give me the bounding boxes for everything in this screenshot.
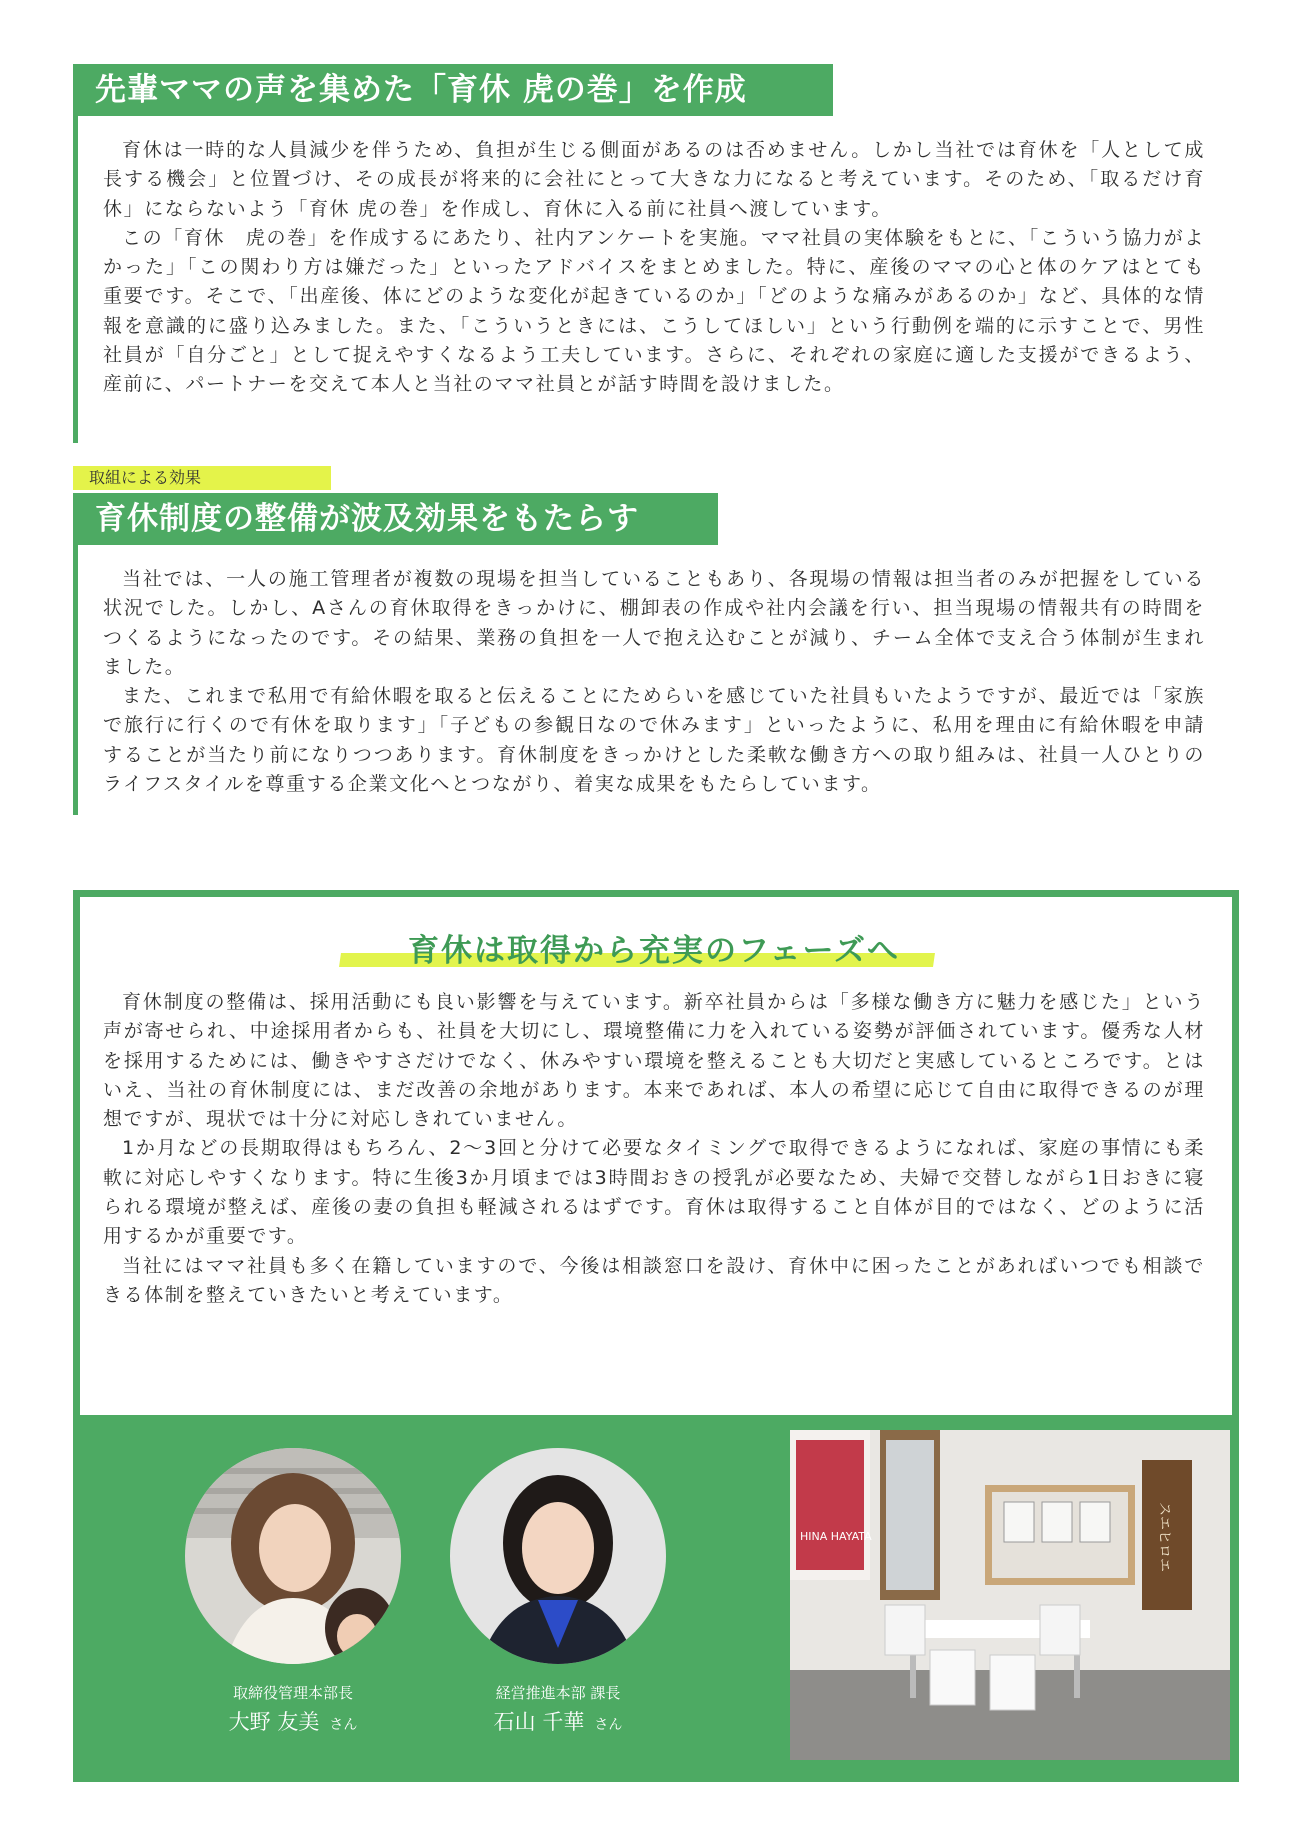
person1-role: 取締役管理本部長 — [232, 1684, 353, 1702]
poster-text: HINA HAYATA — [800, 1530, 872, 1543]
section3-paragraph-1: 育休制度の整備は、採用活動にも良い影響を与えています。新卒社員からは「多様な働き方に魅力を感じた」という声が寄せられ、中途採用者からも、社員を大切にし、環境整備に力を入れている姿勢が評価されています。優秀な人材を採用するためには、働きやすさだけでなく、休みやすい環境を整えることも大切だと実感しているところです。とはいえ、当社の育休制度には、まだ改善の余地があります。本来であれば、本人の希望に応じて自由に取得できるのが理想ですが、現状では十分に対応しきれていません。 — [103, 991, 1205, 1131]
person2-name: 石山 千華 — [493, 1710, 585, 1734]
section2-paragraph-1: 当社では、一人の施工管理者が複数の現場を担当していることもあり、各現場の情報は担当者のみが把握をしている状況でした。しかし、Aさんの育休取得をきっかけに、棚卸表の作成や社内会議を行い、担当現場の情報共有の時間をつくるようになったのです。その結果、業務の負担を一人で抱え込むことが減り、チーム全体で支え合う体制が生まれました。 — [103, 568, 1205, 678]
section1-paragraph-2: この「育休 虎の巻」を作成するにあたり、社内アンケートを実施。ママ社員の実体験をもとに、「こういう協力がよかった」「この関わり方は嫌だった」といったアドバイスをまとめました。特に、産後のママの心と体のケアはとても重要です。そこで、「出産後、体にどのような変化が起きているのか」「どのような痛みがあるのか」など、具体的な情報を意識的に盛り込みました。また、「こういうときには、こうしてほしい」という行動例を端的に示すことで、男性社員が「自分ごと」として捉えやすくなるよう工夫しています。さらに、それぞれの家庭に適した支援ができるよう、産前に、パートナーを交えて本人と当社のママ社員とが話す時間を設けました。 — [103, 226, 1205, 396]
section1-paragraph-1: 育休は一時的な人員減少を伴うため、負担が生じる側面があるのは否めません。しかし当社では育休を「人として成長する機会」と位置づけ、その成長が将来的に会社にとって大きな力になると考えています。そのため、「取るだけ育休」にならないよう「育休 虎の巻」を作成し、育休に入る前に社員へ渡しています。 — [103, 139, 1205, 220]
section3-paragraph-3: 当社にはママ社員も多く在籍していますので、今後は相談窓口を設け、育休中に困ったことがあればいつでも相談できる体制を整えていきたいと考えています。 — [103, 1254, 1205, 1306]
section2-tag-text: 取組による効果 — [89, 468, 202, 487]
section2-heading-text: 育休制度の整備が波及効果をもたらす — [95, 501, 639, 537]
portrait-ishiyama — [450, 1448, 666, 1664]
meeting-room-photo — [790, 1430, 1230, 1760]
person1-name: 大野 友美 — [228, 1710, 320, 1734]
person1-honorific: さん — [329, 1717, 358, 1733]
section3-heading: 育休は取得から充実のフェーズへ — [408, 933, 900, 969]
person2-role: 経営推進本部 課長 — [495, 1684, 621, 1702]
section2-body — [103, 565, 1205, 799]
person2-honorific: さん — [594, 1717, 623, 1733]
person1-name-line — [163, 1706, 423, 1736]
section2-tag — [73, 466, 331, 490]
section2-paragraph-2: また、これまで私用で有給休暇を取ると伝えることにためらいを感じていた社員もいたようですが、最近では「家族で旅行に行くので有休を取ります」「子どもの参観日なので休みます」といったように、私用を理由に有給休暇を申請することが当たり前になりつつあります。育休制度をきっかけとした柔軟な働き方への取り組みは、社員一人ひとりのライフスタイルを尊重する企業文化へとつながり、着実な成果をもたらしています。 — [103, 685, 1205, 796]
meeting-room-photo-image — [790, 1430, 1230, 1760]
person2-name-line — [428, 1706, 688, 1736]
sign-text: スエヒロエ — [1156, 1502, 1172, 1572]
portrait-ishiyama-image — [450, 1448, 666, 1664]
section3-body — [103, 988, 1205, 1310]
portrait-ono — [185, 1448, 401, 1664]
section3-paragraph-2: 1か月などの長期取得はもちろん、2〜3回と分けて必要なタイミングで取得できるようになれば、家庭の事情にも柔軟に対応しやすくなります。特に生後3か月頃までは3時間おきの授乳が必要なため、夫婦で交替しながら1日おきに寝られる環境が整えば、産後の妻の負担も軽減されるはずです。育休は取得すること自体が目的ではなく、どのように活用するかが重要です。 — [103, 1137, 1205, 1248]
section1-heading-text: 先輩ママの声を集めた「育休 虎の巻」を作成 — [95, 72, 747, 108]
section2-heading — [73, 493, 718, 545]
section2-left-bar — [73, 545, 78, 815]
section1-left-bar — [73, 116, 78, 443]
portrait-ono-image — [185, 1448, 401, 1664]
section1-body — [103, 136, 1205, 400]
section1-heading — [73, 64, 833, 116]
